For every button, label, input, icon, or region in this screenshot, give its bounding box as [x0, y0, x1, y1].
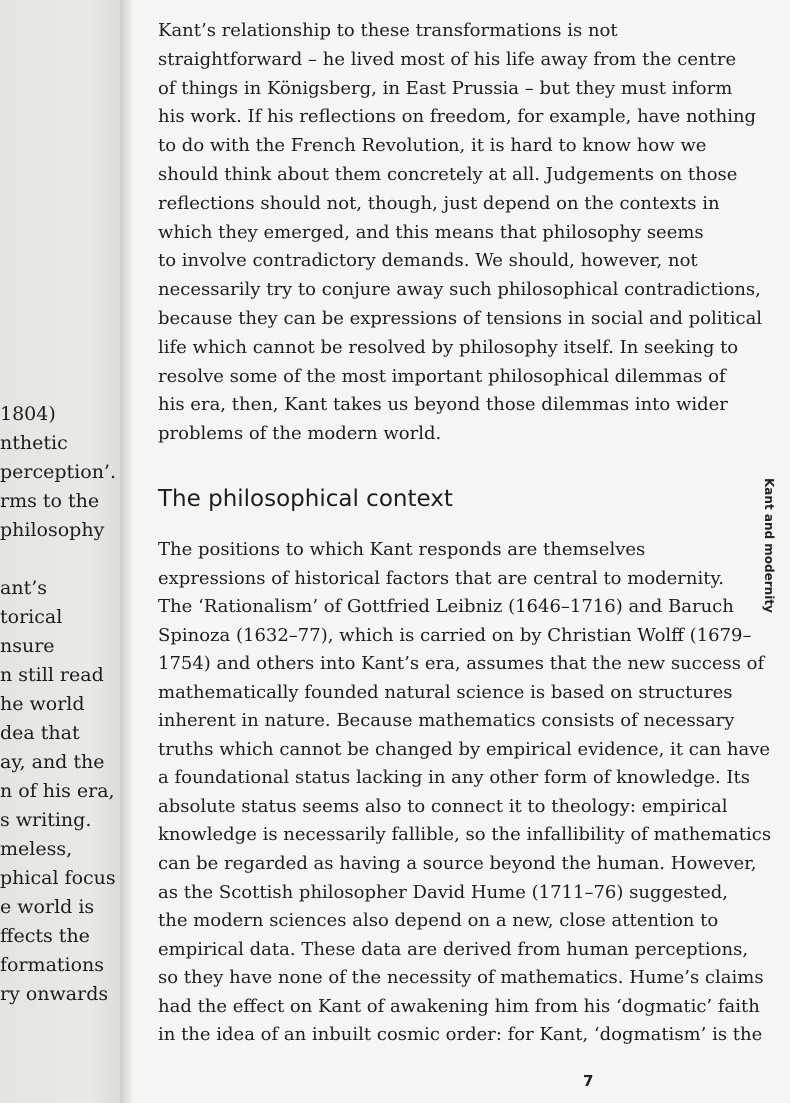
right-page — [135, 0, 790, 1103]
text-line: Kant’s relationship to these transformations is not — [158, 20, 618, 41]
text-line: ay, and the — [0, 751, 105, 773]
text-line: formations — [0, 954, 105, 976]
text-line: life which cannot be resolved by philosophy itself. In seeking to — [158, 336, 739, 358]
section-heading: The philosophical context — [158, 486, 453, 512]
text-line: absolute status seems also to connect it to theology: empirical — [158, 795, 728, 817]
text-line: necessarily try to conjure away such philosophical contradictions, — [158, 279, 761, 301]
paragraph-1 — [158, 17, 763, 449]
page-number: 7 — [583, 1072, 594, 1090]
text-line: the modern sciences also depend on a new, close attention to — [158, 910, 719, 932]
text-line: 1804) — [0, 403, 56, 425]
text-line: of things in Königsberg, in East Prussia – but they must inform — [158, 77, 733, 99]
text-line: his work. If his reflections on freedom, for example, have nothing — [158, 106, 757, 128]
text-line: The positions to which Kant responds are themselves — [158, 539, 646, 560]
text-line: 1754) and others into Kant’s era, assumes that the new success of — [158, 653, 765, 675]
text-line: a foundational status lacking in any other form of knowledge. Its — [158, 767, 750, 789]
text-line: torical — [0, 606, 63, 628]
text-line: because they can be expressions of tensions in social and political — [158, 307, 763, 329]
text-line: dea that — [0, 722, 80, 744]
text-line: should think about them concretely at all. Judgements on those — [158, 163, 738, 185]
text-line: ant’s — [0, 577, 47, 599]
text-line: meless, — [0, 838, 73, 860]
text-line: nthetic — [0, 432, 68, 454]
text-line: Spinoza (1632–77), which is carried on by Christian Wolff (1679– — [158, 624, 752, 646]
text-line: mathematically founded natural science is based on structures — [158, 681, 733, 703]
text-line: to involve contradictory demands. We should, however, not — [158, 250, 698, 272]
text-line: ffects the — [0, 925, 90, 947]
text-line: inherent in nature. Because mathematics consists of necessary — [158, 710, 735, 732]
text-line: philosophy — [0, 519, 105, 541]
text-line: n still read — [0, 664, 104, 686]
text-line: in the idea of an inbuilt cosmic order: for Kant, ‘dogmatism’ is the — [158, 1024, 763, 1046]
text-line: e world is — [0, 896, 95, 918]
left-page — [0, 0, 128, 1103]
text-line: can be regarded as having a source beyond the human. However, — [158, 853, 757, 875]
running-head: Kant and modernity — [762, 478, 776, 613]
text-line: phical focus — [0, 867, 116, 889]
text-line: his era, then, Kant takes us beyond those dilemmas into wider — [158, 394, 728, 416]
text-line: so they have none of the necessity of mathematics. Hume’s claims — [158, 967, 764, 989]
text-line: as the Scottish philosopher David Hume (1711–76) suggested, — [158, 881, 728, 903]
text-line: rms to the — [0, 490, 100, 512]
text-line — [0, 545, 116, 574]
text-line: problems of the modern world. — [158, 423, 442, 445]
text-line: The ‘Rationalism’ of Gottfried Leibniz (1646–1716) and Baruch — [158, 596, 734, 618]
text-line: knowledge is necessarily fallible, so the infallibility of mathematics — [158, 824, 772, 846]
text-line: truths which cannot be changed by empirical evidence, it can have — [158, 738, 771, 760]
paragraph-2 — [158, 536, 772, 1050]
left-page-text — [0, 400, 116, 1009]
text-line: expressions of historical factors that are central to modernity. — [158, 567, 724, 589]
text-line: to do with the French Revolution, it is hard to know how we — [158, 135, 707, 157]
text-line: reflections should not, though, just depend on the contexts in — [158, 192, 720, 214]
text-line: nsure — [0, 635, 55, 657]
text-line: n of his era, — [0, 780, 115, 802]
text-line: s writing. — [0, 809, 92, 831]
text-line: empirical data. These data are derived from human perceptions, — [158, 938, 749, 960]
text-line: he world — [0, 693, 85, 715]
text-line: straightforward – he lived most of his life away from the centre — [158, 48, 737, 70]
text-line: had the effect on Kant of awakening him from his ‘dogmatic’ faith — [158, 995, 760, 1017]
text-line: perception’. — [0, 461, 117, 483]
text-line: ry onwards — [0, 983, 109, 1005]
text-line: resolve some of the most important philosophical dilemmas of — [158, 365, 726, 387]
text-line: which they emerged, and this means that philosophy seems — [158, 221, 704, 243]
